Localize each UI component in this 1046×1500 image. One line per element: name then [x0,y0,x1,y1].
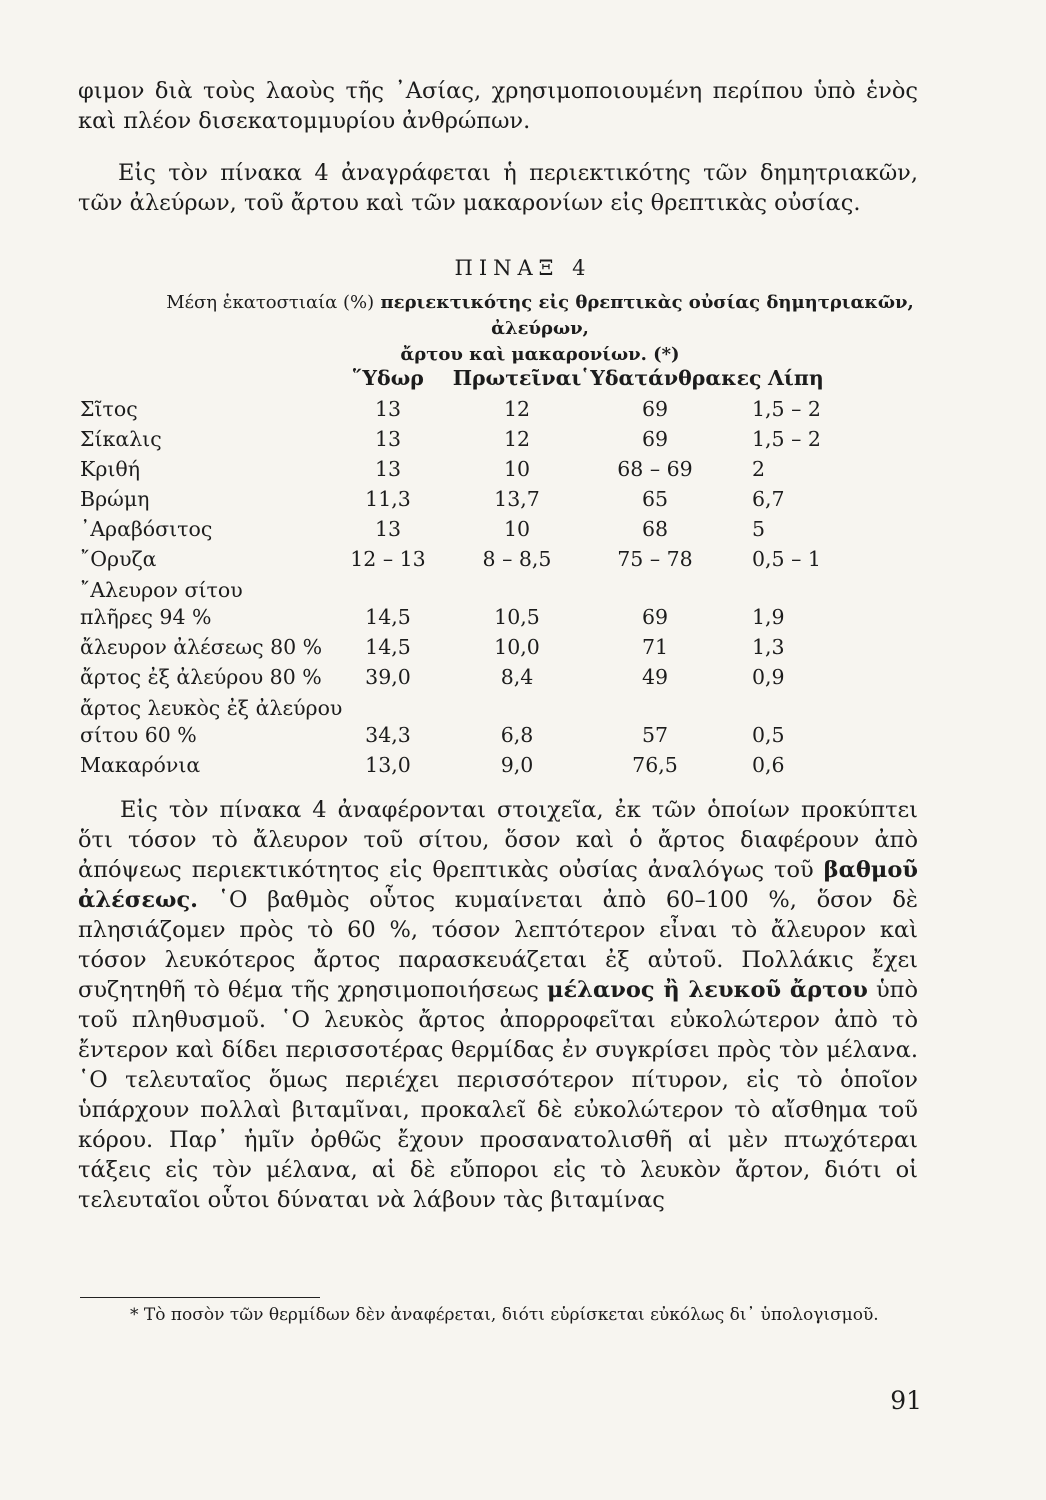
cell-water: 12 – 13 [350,547,426,571]
cell-protein: 10 [503,517,531,541]
table-title: ΠΙΝΑΞ 4 [454,256,592,280]
table-row [0,427,1046,457]
cell-water: 13 [374,457,402,481]
table-row [0,635,1046,665]
page-number: 91 [890,1386,922,1415]
cell-protein: 8 – 8,5 [482,547,552,571]
table-row [0,665,1046,695]
cell-fat: 1,9 [752,605,785,629]
cell-carbs: 68 – 69 [617,457,693,481]
cell-fat: 6,7 [752,487,785,511]
cell-fat: 1,3 [752,635,785,659]
cell-water: 11,3 [365,487,411,511]
table-row [0,517,1046,547]
cell-carbs: 69 [641,427,669,451]
table-row [0,547,1046,577]
row-label: ἄλευρον ἀλέσεως 80 % [80,635,323,659]
cell-carbs: 76,5 [632,753,678,777]
row-label: Σῖτος [80,397,138,421]
cell-protein: 10,5 [494,605,540,629]
cell-protein: 6,8 [500,723,534,747]
cell-carbs: 69 [641,605,669,629]
row-label: ἄρτος ἐξ ἀλεύρου 80 % [80,665,322,689]
cell-water: 14,5 [365,605,411,629]
cell-protein: 8,4 [500,665,534,689]
cell-carbs: 75 – 78 [617,547,693,571]
cell-water: 14,5 [365,635,411,659]
cell-fat: 0,9 [752,665,785,689]
row-label: Βρώμη [80,487,150,511]
table-row [0,457,1046,487]
cell-fat: 0,5 – 1 [752,547,821,571]
footnote: * Τὸ ποσὸν τῶν θερμίδων δὲν ἀναφέρεται, διότι εὑρίσκεται εὐκόλως δι᾿ ὑπολογισμοῦ. [130,1305,879,1325]
cell-carbs: 69 [641,397,669,421]
cell-water: 34,3 [365,723,411,747]
cell-protein: 10 [503,457,531,481]
cell-fat: 5 [752,517,766,541]
paragraph-3 [78,795,918,1215]
caption-line-2: ἄρτου καὶ μακαρονίων. (*) [400,344,680,365]
table-row [0,753,1046,783]
cell-water: 13 [374,427,402,451]
table-caption [120,290,960,368]
cell-protein: 12 [503,397,531,421]
header-water: ῞Υδωρ [352,366,424,390]
table-row [0,487,1046,517]
paragraph-2: Εἰς τὸν πίνακα 4 ἀναγράφεται ἡ περιεκτικότης τῶν δημητριακῶν, τῶν ἀλεύρων, τοῦ ἄρτου καὶ τῶν μακαρονίων εἰς θρεπτικὰς οὐσίας. [78,160,918,216]
paragraph-1: φιμον διὰ τοὺς λαοὺς τῆς ᾿Ασίας, χρησιμοποιουμένη περίπου ὑπὸ ἑνὸς καὶ πλέον δισεκατομμυρίου ἀνθρώπων. [78,78,918,134]
row-label: πλῆρες 94 % [80,605,212,629]
cell-fat: 2 [752,457,766,481]
cell-carbs: 65 [641,487,669,511]
table-header-row [0,366,1046,396]
table-row [0,605,1046,635]
cell-carbs: 71 [641,635,669,659]
bold-phrase-milling: βαθμοῦ ἀλέσεως. [78,857,919,913]
cell-fat: 1,5 – 2 [752,427,821,451]
footnote-divider [80,1297,320,1298]
paragraph-3-part-3: ὑπὸ τοῦ πληθυσμοῦ. ῾Ο λευκὸς ἄρτος ἀπορροφεῖται εὐκολώτερον ἀπὸ τὸ ἔντερον καὶ δίδει περισσοτέρας θερμίδας ἐν συγκρίσει πρὸς τὸν μέλανα. ῾Ο τελευταῖος ὅμως περιέχει περισσότερον πίτυρον, εἰς τὸ ὁποῖον ὑπάρχουν πολλαὶ βιταμῖναι, προκαλεῖ δὲ εὐκολώτερον τὸ αἴσθημα τοῦ κόρου. Παρ᾿ ἡμῖν ὀρθῶς ἔχουν προσανατολισθῆ αἱ μὲν πτωχότεραι τάξεις εἰς τὸν μέλανα, αἱ δὲ εὔποροι εἰς τὸ λευκὸν ἄρτον, διότι οἱ τελευταῖοι οὗτοι δύναται νὰ λάβουν τὰς βιταμίνας [78,977,919,1213]
table-row [0,578,1046,608]
row-label: ἄρτος λευκὸς ἐξ ἀλεύρου [80,696,343,720]
caption-rest: περιεκτικότης εἰς θρεπτικὰς οὐσίας δημητριακῶν, ἀλεύρων, [380,292,914,339]
cell-protein: 12 [503,427,531,451]
row-label: Σίκαλις [80,427,162,451]
cell-water: 13,0 [365,753,411,777]
bold-phrase-bread: μέλανος ἢ λευκοῦ ἄρτου [547,977,868,1003]
cell-carbs: 57 [641,723,669,747]
row-label: ᾿Αραβόσιτος [80,517,213,541]
paragraph-3-part-1: Εἰς τὸν πίνακα 4 ἀναφέρονται στοιχεῖα, ἐκ τῶν ὁποίων προκύπτει ὅτι τόσον τὸ ἄλευρον τοῦ σίτου, ὅσον καὶ ὁ ἄρτος διαφέρουν ἀπὸ ἀπόψεως περιεκτικότητος εἰς θρεπτικὰς οὐσίας ἀναλόγως τοῦ [78,797,918,883]
header-protein: Πρωτεῖναι [452,366,582,390]
cell-fat: 1,5 – 2 [752,397,821,421]
row-label: Κριθή [80,457,141,481]
cell-protein: 13,7 [494,487,540,511]
table-row [0,696,1046,726]
caption-prefix: Μέση ἑκατοστιαία (%) [166,292,375,313]
row-label: ῎Αλευρον σίτου [80,578,243,602]
header-carbs: ῾Υδατάνθρακες [580,366,762,390]
row-label: ῎Ορυζα [80,547,157,571]
cell-fat: 0,6 [752,753,785,777]
table-row [0,397,1046,427]
cell-fat: 0,5 [752,723,785,747]
header-fat: Λίπη [768,366,824,390]
cell-water: 39,0 [365,665,411,689]
row-label: σίτου 60 % [80,723,197,747]
row-label: Μακαρόνια [80,753,201,777]
table-row [0,723,1046,753]
cell-carbs: 49 [641,665,669,689]
cell-water: 13 [374,397,402,421]
paragraph-3-part-2: ῾Ο βαθμὸς οὗτος κυμαίνεται ἀπὸ 60–100 %, ὅσον δὲ πλησιάζομεν πρὸς τὸ 60 %, τόσον λεπτότερον εἶναι τὸ ἄλευρον καὶ τόσον λευκότερος ἄρτος παρασκευάζεται ἐξ αὐτοῦ. Πολλάκις ἔχει συζητηθῆ τὸ θέμα τῆς χρησιμοποιήσεως [78,887,918,1003]
cell-water: 13 [374,517,402,541]
cell-protein: 10,0 [494,635,540,659]
cell-carbs: 68 [641,517,669,541]
cell-protein: 9,0 [500,753,534,777]
